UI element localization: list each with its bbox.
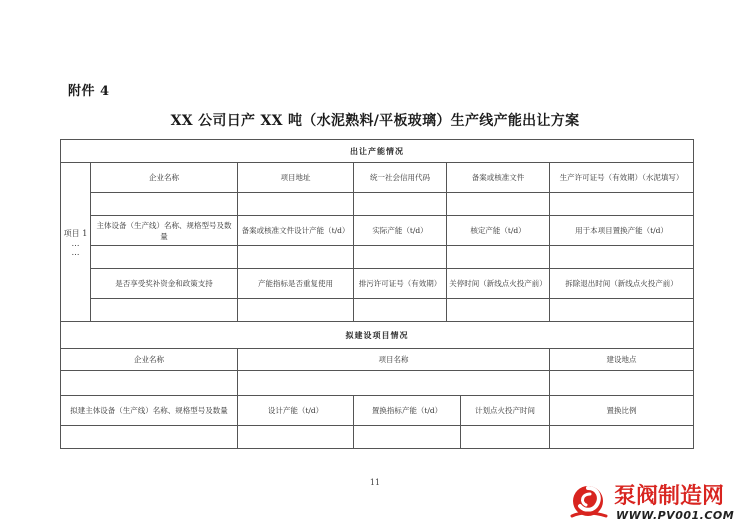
- header-company-name: 企业名称: [91, 163, 238, 193]
- value-shutdown-time: [447, 299, 550, 322]
- header-discharge-permit: 排污许可证号（有效期）: [354, 269, 447, 299]
- ellipsis-2: …: [71, 247, 80, 257]
- value-new-project-name: [238, 371, 550, 396]
- header-design-capacity: 备案或核准文件设计产能（t/d）: [238, 216, 354, 246]
- header-new-ignition-time: 计划点火投产时间: [461, 396, 550, 426]
- value-new-company-name: [61, 371, 238, 396]
- value-new-ignition-time: [461, 426, 550, 449]
- value-discharge-permit: [354, 299, 447, 322]
- attachment-label: 附件 4: [68, 84, 110, 99]
- value-company-name: [91, 193, 238, 216]
- value-new-main-equipment: [61, 426, 238, 449]
- capacity-transfer-table: [60, 139, 694, 449]
- value-subsidy-support: [91, 299, 238, 322]
- watermark: [562, 478, 742, 526]
- header-project-address: 项目地址: [238, 163, 354, 193]
- value-demolition-time: [550, 299, 694, 322]
- header-replacement-capacity: 用于本项目置换产能（t/d）: [550, 216, 694, 246]
- value-new-replacement-ratio: [550, 426, 694, 449]
- project-1-label: 项目 1: [63, 228, 88, 238]
- project-1-cell: [61, 163, 91, 322]
- header-new-build-location: 建设地点: [550, 349, 694, 371]
- header-approved-capacity: 核定产能（t/d）: [447, 216, 550, 246]
- header-shutdown-time: 关停时间（新线点火投产前）: [447, 269, 550, 299]
- value-credit-code: [354, 193, 447, 216]
- red-swirl-logo-icon: [568, 480, 608, 520]
- document-title: XX 公司日产 XX 吨（水泥熟料/平板玻璃）生产线产能出让方案: [170, 113, 580, 129]
- ellipsis-1: …: [71, 238, 80, 248]
- header-production-license: 生产许可证号（有效期）（水泥填写）: [550, 163, 694, 193]
- header-new-replacement-ratio: 置换比例: [550, 396, 694, 426]
- value-new-build-location: [550, 371, 694, 396]
- header-filing-document: 备案或核准文件: [447, 163, 550, 193]
- header-new-design-capacity: 设计产能（t/d）: [238, 396, 354, 426]
- value-replacement-capacity: [550, 246, 694, 269]
- header-subsidy-support: 是否享受奖补资金和政策支持: [91, 269, 238, 299]
- watermark-url: WWW.PV001.COM: [616, 509, 735, 522]
- value-new-design-capacity: [238, 426, 354, 449]
- value-filing-document: [447, 193, 550, 216]
- value-production-license: [550, 193, 694, 216]
- watermark-name: 泵阀制造网: [614, 484, 725, 509]
- header-demolition-time: 拆除退出时间（新线点火投产前）: [550, 269, 694, 299]
- header-credit-code: 统一社会信用代码: [354, 163, 447, 193]
- value-indicator-reuse: [238, 299, 354, 322]
- header-new-company-name: 企业名称: [61, 349, 238, 371]
- header-actual-capacity: 实际产能（t/d）: [354, 216, 447, 246]
- value-main-equipment: [91, 246, 238, 269]
- header-new-project-name: 项目名称: [238, 349, 550, 371]
- value-approved-capacity: [447, 246, 550, 269]
- out-section-heading: 出让产能情况: [61, 140, 694, 163]
- header-new-indicator-capacity: 置换指标产能（t/d）: [354, 396, 461, 426]
- value-actual-capacity: [354, 246, 447, 269]
- header-indicator-reuse: 产能指标是否重复使用: [238, 269, 354, 299]
- value-new-indicator-capacity: [354, 426, 461, 449]
- page-number: 11: [369, 478, 381, 487]
- value-project-address: [238, 193, 354, 216]
- header-new-main-equipment: 拟建主体设备（生产线）名称、规格型号及数量: [61, 396, 238, 426]
- header-main-equipment: 主体设备（生产线）名称、规格型号及数量: [91, 216, 238, 246]
- value-design-capacity: [238, 246, 354, 269]
- new-section-heading: 拟建设项目情况: [61, 322, 694, 349]
